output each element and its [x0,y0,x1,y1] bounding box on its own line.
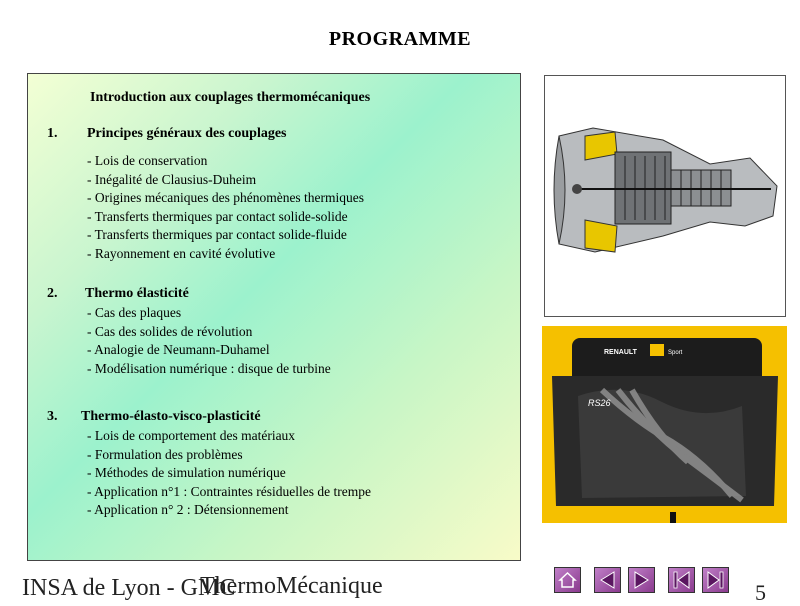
bar-triangle-left-icon [669,568,694,592]
engine-model-label: RS26 [588,398,611,408]
list-item: - Cas des solides de révolution [87,323,253,339]
section-3 [28,409,518,520]
section-2-number: 2. [47,286,58,301]
turbine-engine-illustration [554,128,777,252]
engine-brand-label: RENAULT [604,349,637,356]
section-3-number: 3. [47,409,58,424]
racing-engine-photo [542,326,787,523]
home-icon [555,568,580,592]
previous-slide-button[interactable] [668,567,695,593]
section-3-title: Thermo-élasto-visco-plasticité [81,409,261,424]
list-item: - Rayonnement en cavité évolutive [87,245,276,261]
list-item: - Lois de conservation [87,153,208,168]
section-1 [28,126,518,264]
list-item: - Transferts thermiques par contact solide-solide [87,208,348,224]
list-item: - Cas des plaques [87,305,182,320]
section-1-title: Principes généraux des couplages [87,126,287,141]
list-item: - Formulation des problèmes [87,446,243,462]
list-item: - Analogie de Neumann-Duhamel [87,342,270,358]
first-slide-button[interactable] [594,567,621,593]
list-item: - Transferts thermiques par contact solide-fluide [87,227,347,243]
section-1-heading [28,126,518,146]
engine-sub-label: Sport [668,350,683,356]
section-1-number: 1. [47,126,58,141]
list-item: - Application n° 2 : Détensionnement [87,502,289,518]
footer-course-title: ThermoMécanique [200,573,383,599]
list-item: - Inégalité de Clausius-Duheim [87,171,257,187]
triangle-bar-right-icon [703,568,728,592]
list-item: - Origines mécaniques des phénomènes thermiques [87,190,365,206]
list-item: - Modélisation numérique : disque de turbine [87,360,331,376]
intro-heading: Introduction aux couplages thermomécaniques [90,90,371,105]
section-1-items [28,152,518,264]
racing-engine-illustration [552,338,778,523]
section-2-title: Thermo élasticité [85,286,189,301]
section-2 [28,286,518,378]
list-item: - Méthodes de simulation numérique [87,465,286,481]
last-slide-button[interactable] [628,567,655,593]
slide-title: PROGRAMME [328,28,472,50]
programme-content-box [27,73,521,561]
list-item: - Application n°1 : Contraintes résiduelles de trempe [87,483,371,499]
home-button[interactable] [554,567,581,593]
section-2-items [28,304,518,378]
section-3-items [28,427,518,520]
next-slide-button[interactable] [702,567,729,593]
triangle-right-icon [629,568,654,592]
page-number: 5 [755,580,766,605]
section-2-heading [28,286,518,304]
turbine-engine-image [544,75,786,317]
section-3-heading [28,409,518,427]
footer-institution: INSA de Lyon - GMC [22,575,236,601]
triangle-left-icon [595,568,620,592]
list-item: - Lois de comportement des matériaux [87,428,296,443]
